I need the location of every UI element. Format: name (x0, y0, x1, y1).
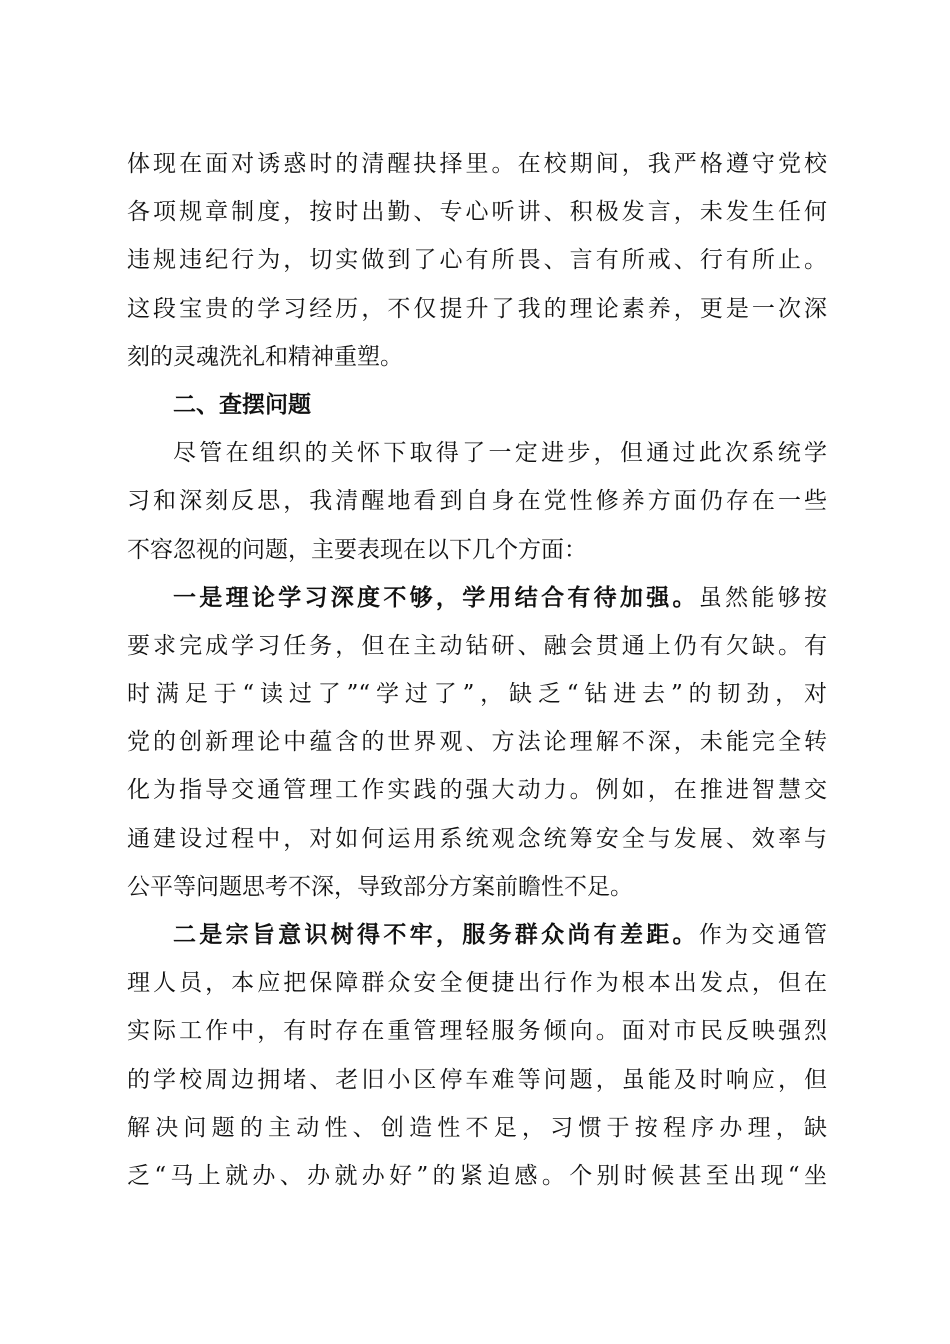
text-line: 违规违纪行为，切实做到了心有所畏、言有所戒、行有所止。 (127, 247, 827, 274)
paragraph-text: 虽然能够按 (698, 584, 827, 611)
section-heading: 二、查摆问题 (173, 391, 311, 418)
paragraph-intro (127, 429, 827, 574)
text-line: 理人员，本应把保障群众安全便捷出行作为根本出发点，但在 (127, 970, 827, 997)
text-line: 习和深刻反思，我清醒地看到自身在党性修养方面仍存在一些 (127, 488, 827, 515)
paragraph-problem-1 (127, 574, 827, 911)
text-line: 实际工作中，有时存在重管理轻服务倾向。面对市民反映强烈 (127, 1018, 827, 1045)
text-line: 这段宝贵的学习经历，不仅提升了我的理论素养，更是一次深 (127, 295, 827, 322)
text-line: 党的创新理论中蕴含的世界观、方法论理解不深，未能完全转 (127, 729, 827, 756)
text-line: 刻的灵魂洗礼和精神重塑。 (127, 343, 403, 370)
paragraph-continuation (127, 140, 827, 381)
text-line: 乏“马上就办、办就办好”的紧迫感。个别时候甚至出现“坐 (127, 1162, 827, 1189)
text-line: 通建设过程中，对如何运用系统观念统筹安全与发展、效率与 (127, 825, 827, 852)
paragraph-lead: 二是宗旨意识树得不牢，服务群众尚有差距。 (173, 921, 699, 948)
text-line: 不容忽视的问题，主要表现在以下几个方面： (127, 536, 587, 563)
text-line: 化为指导交通管理工作实践的强大动力。例如，在推进智慧交 (127, 777, 827, 804)
text-line (127, 911, 827, 959)
text-line: 时满足于“读过了”“学过了”，缺乏“钻进去”的韧劲，对 (127, 681, 827, 708)
document-body (127, 140, 827, 1200)
text-line: 要求完成学习任务，但在主动钻研、融会贯通上仍有欠缺。有 (127, 632, 827, 659)
paragraph-problem-2 (127, 911, 827, 1200)
text-line: 的学校周边拥堵、老旧小区停车难等问题，虽能及时响应，但 (127, 1066, 827, 1093)
text-line: 解决问题的主动性、创造性不足，习惯于按程序办理，缺 (127, 1114, 827, 1141)
text-line: 公平等问题思考不深，导致部分方案前瞻性不足。 (127, 873, 633, 900)
text-line (127, 574, 827, 622)
text-line: 各项规章制度，按时出勤、专心听讲、积极发言，未发生任何 (127, 199, 827, 226)
text-line: 尽管在组织的关怀下取得了一定进步，但通过此次系统学 (173, 440, 827, 467)
paragraph-lead: 一是理论学习深度不够，学用结合有待加强。 (173, 583, 699, 611)
paragraph-text: 作为交通管 (698, 922, 827, 948)
text-line: 体现在面对诱惑时的清醒抉择里。在校期间，我严格遵守党校 (127, 151, 827, 177)
